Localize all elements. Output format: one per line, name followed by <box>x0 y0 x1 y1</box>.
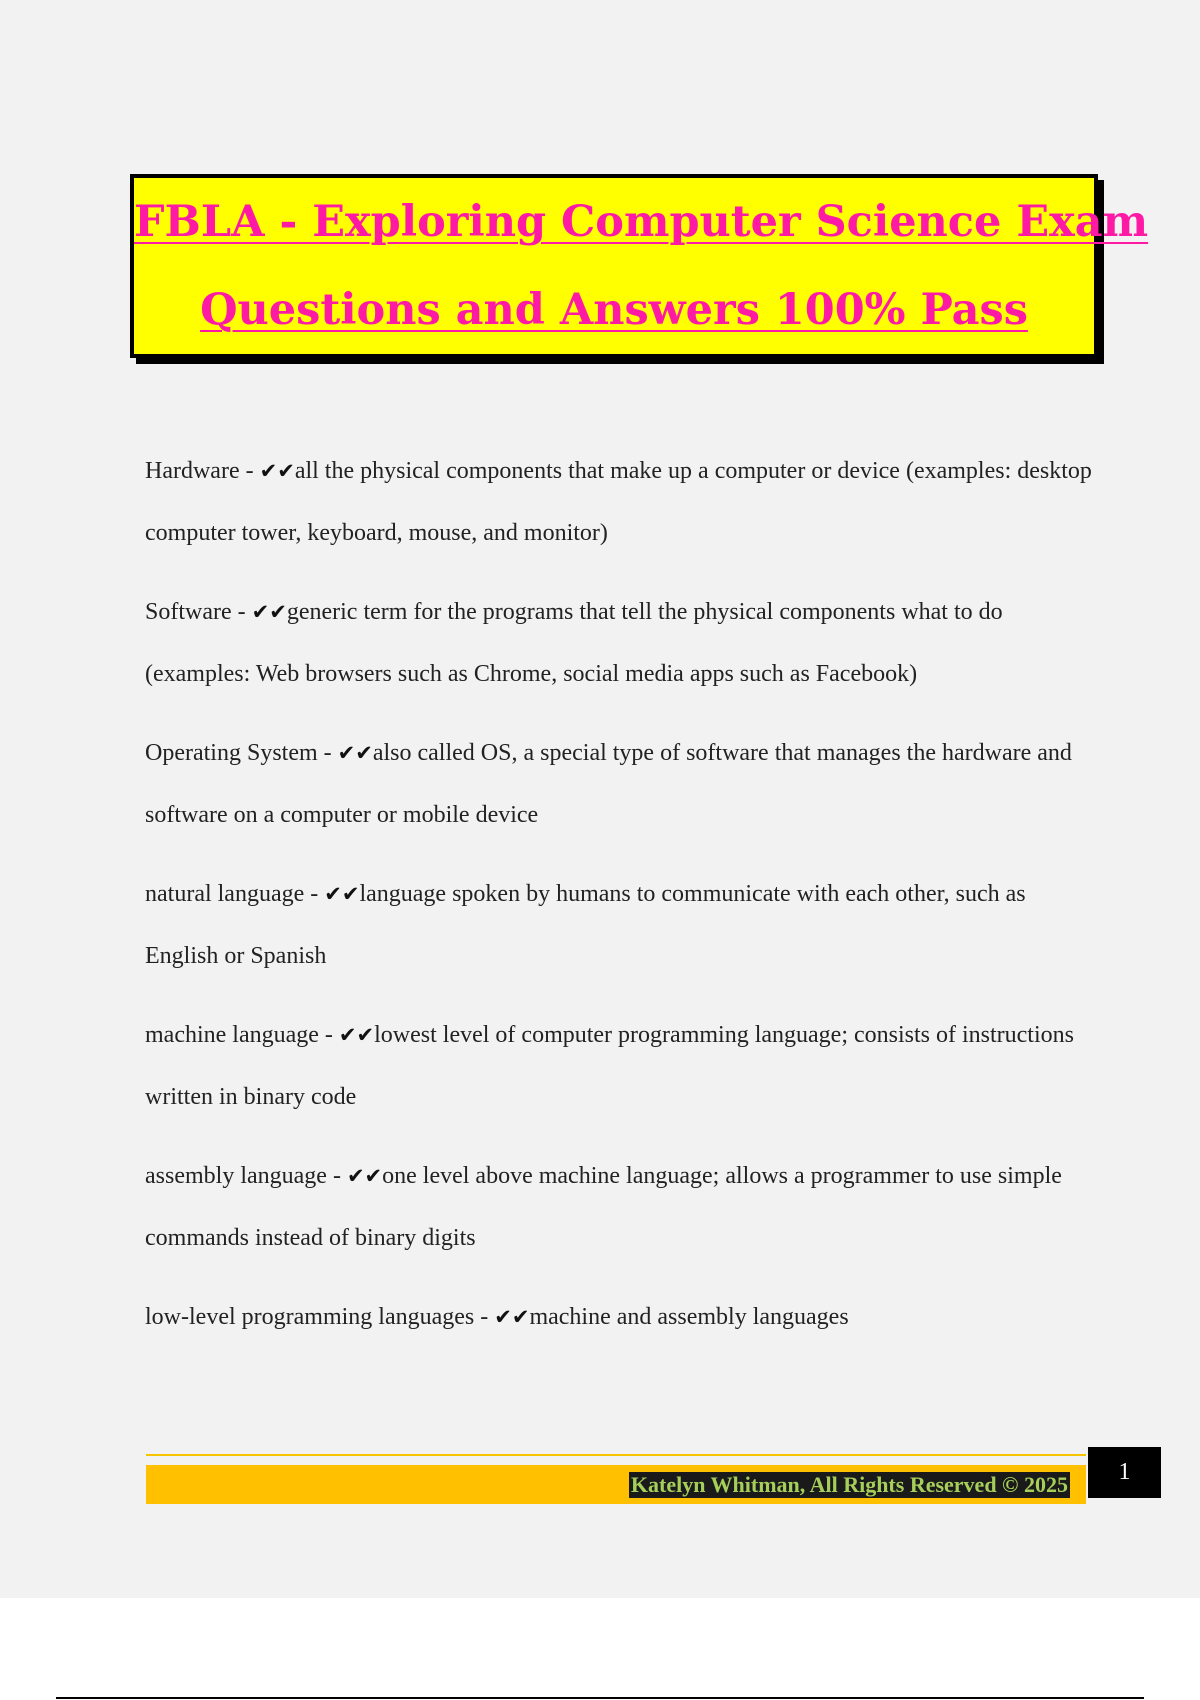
entry-definition: one level above machine language; allows a programmer to use simple commands instead of binary digits <box>145 1163 1062 1251</box>
entry-assembly-language <box>145 1145 1095 1269</box>
entry-definition: language spoken by humans to communicate with each other, such as English or Spanish <box>145 881 1026 969</box>
checkmark-icon: ✔✔ <box>259 459 295 483</box>
entry-definition: machine and assembly languages <box>529 1304 849 1330</box>
entry-term: Software - <box>145 599 252 625</box>
entry-definition: generic term for the programs that tell the physical components what to do (examples: Web browsers such as Chrome, social media apps such as Facebook) <box>145 599 1003 687</box>
checkmark-icon: ✔✔ <box>494 1305 530 1329</box>
entry-term: Hardware - <box>145 458 260 484</box>
footer-bar <box>146 1465 1086 1504</box>
entry-low-level-languages <box>145 1286 1095 1348</box>
checkmark-icon: ✔✔ <box>346 1164 383 1188</box>
entry-definition: also called OS, a special type of software that manages the hardware and software on a computer or mobile device <box>145 740 1072 828</box>
footer-divider <box>146 1454 1086 1456</box>
flashcard-list <box>145 440 1095 1365</box>
title-line-2: Questions and Answers 100% Pass <box>200 285 1028 335</box>
entry-term: natural language - <box>145 881 325 907</box>
entry-term: machine language - <box>145 1022 339 1048</box>
entry-term: low-level programming languages - <box>145 1304 495 1330</box>
entry-definition: all the physical components that make up a computer or device (examples: desktop computer tower, keyboard, mouse, and monitor) <box>145 458 1092 546</box>
checkmark-icon: ✔✔ <box>338 1023 375 1047</box>
entry-software <box>145 581 1095 705</box>
copyright-notice: Katelyn Whitman, All Rights Reserved © 2025 <box>630 1472 1068 1497</box>
entry-machine-language <box>145 1004 1095 1128</box>
entry-hardware <box>145 440 1095 564</box>
checkmark-icon: ✔✔ <box>324 882 360 906</box>
page-number: 1 <box>1088 1447 1161 1498</box>
entry-operating-system <box>145 722 1095 846</box>
entry-term: assembly language - <box>145 1163 347 1189</box>
title-line-1: FBLA - Exploring Computer Science Exam <box>134 197 1149 247</box>
entry-definition: lowest level of computer programming language; consists of instructions written in binary code <box>145 1022 1074 1110</box>
entry-term: Operating System - <box>145 740 338 766</box>
bottom-divider <box>56 1697 1144 1699</box>
entry-natural-language <box>145 863 1095 987</box>
checkmark-icon: ✔✔ <box>251 600 287 624</box>
title-banner <box>130 174 1149 358</box>
checkmark-icon: ✔✔ <box>337 741 373 765</box>
